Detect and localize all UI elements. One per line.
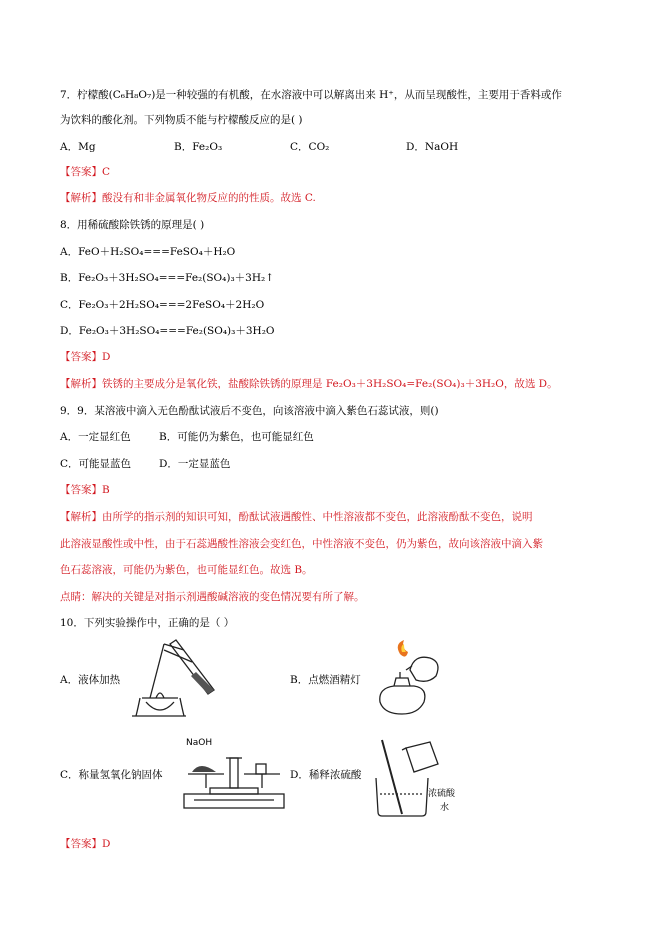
q7-answer: [60, 165, 110, 179]
answer-value: C: [102, 166, 111, 178]
q7-option-a: A．Mg: [60, 141, 96, 153]
q8-answer: [60, 350, 110, 364]
answer-value: D: [102, 351, 111, 363]
analysis-text: 由所学的指示剂的知识可知，酚酞试液遇酸性、中性溶液都不变色，此溶液酚酞不变色，说明: [102, 511, 533, 523]
q7-option-d: D．NaOH: [406, 141, 459, 153]
q9-analysis-line2: 此溶液显酸性或中性，由于石蕊遇酸性溶液会变红色，中性溶液不变色，仍为紫色，故向该溶液中滴入紫: [60, 538, 543, 550]
q8-option-c: C．Fe₂O₃＋2H₂SO₄===2FeSO₄＋2H₂O: [60, 299, 265, 311]
analysis-text: 酸没有和非金属氧化物反应的的性质。故选 C.: [102, 192, 316, 204]
q9-answer: [60, 483, 110, 497]
acid-tag: 浓硫酸: [428, 789, 456, 799]
q9-option-b: B．可能仍为紫色，也可能显红色: [159, 431, 314, 443]
naoh-tag: NaOH: [186, 738, 213, 748]
answer-label: 【答案】: [60, 838, 102, 850]
q8-stem: 8．用稀硫酸除铁锈的原理是( ): [60, 219, 205, 231]
liquid-heating-figure: [128, 636, 220, 720]
water-tag: 水: [440, 803, 450, 813]
q10-stem: 10．下列实验操作中，正确的是（ ）: [60, 617, 235, 629]
dilution-figure: [372, 738, 444, 818]
q8-option-a: A．FeO＋H₂SO₄===FeSO₄＋H₂O: [60, 246, 236, 258]
q8-option-b: B．Fe₂O₃＋3H₂SO₄===Fe₂(SO₄)₃＋3H₂↑: [60, 272, 275, 284]
q7-option-b: B．Fe₂O₃: [174, 141, 223, 153]
answer-label: 【答案】: [60, 166, 102, 178]
q9-stem: 9．9．某溶液中滴入无色酚酞试液后不变色，向该溶液中滴入紫色石蕊试液，则(): [60, 405, 439, 417]
answer-value: D: [102, 838, 111, 850]
q8-option-d: D．Fe₂O₃＋3H₂SO₄===Fe₂(SO₄)₃＋3H₂O: [60, 325, 275, 337]
q7-stem-line2: 为饮料的酸化剂。下列物质不能与柠檬酸反应的是( ): [60, 114, 303, 126]
q8-analysis: [60, 377, 558, 391]
balance-figure: [180, 748, 290, 812]
q9-analysis-line1: [60, 510, 533, 524]
q10-option-c-label: C．称量氢氧化钠固体: [60, 769, 163, 781]
q10-option-d-label: D．稀释浓硫酸: [290, 769, 362, 781]
q7-stem-line1: 7．柠檬酸(C₆H₈O₇)是一种较强的有机酸，在水溶液中可以解离出来 H⁺，从而呈现酸性，主要用于香料或作: [60, 89, 562, 101]
q9-option-a: A．一定显红色: [60, 431, 131, 443]
q10-option-b-label: B．点燃酒精灯: [290, 674, 361, 686]
q7-analysis: [60, 191, 316, 205]
q9-analysis-line3: 色石蕊溶液，可能仍为紫色，也可能显红色。故选 B。: [60, 564, 313, 576]
q9-comment: 点睛：解决的关键是对指示剂遇酸碱溶液的变色情况要有所了解。: [60, 591, 365, 603]
q10-option-a-label: A．液体加热: [60, 674, 121, 686]
alcohol-lamp-figure: [370, 640, 450, 718]
analysis-label: 【解析】: [60, 378, 102, 390]
analysis-label: 【解析】: [60, 511, 102, 523]
answer-value: B: [102, 484, 110, 496]
q9-option-d: D．一定显蓝色: [159, 458, 231, 470]
answer-label: 【答案】: [60, 484, 102, 496]
q7-option-c: C．CO₂: [290, 141, 330, 153]
q9-option-c: C．可能显蓝色: [60, 458, 132, 470]
q10-answer: [60, 837, 110, 851]
answer-label: 【答案】: [60, 351, 102, 363]
analysis-label: 【解析】: [60, 192, 102, 204]
analysis-text: 铁锈的主要成分是氧化铁，盐酸除铁锈的原理是 Fe₂O₃＋3H₂SO₄=Fe₂(SO₄)₃＋3H₂O，故选 D。: [102, 378, 558, 390]
